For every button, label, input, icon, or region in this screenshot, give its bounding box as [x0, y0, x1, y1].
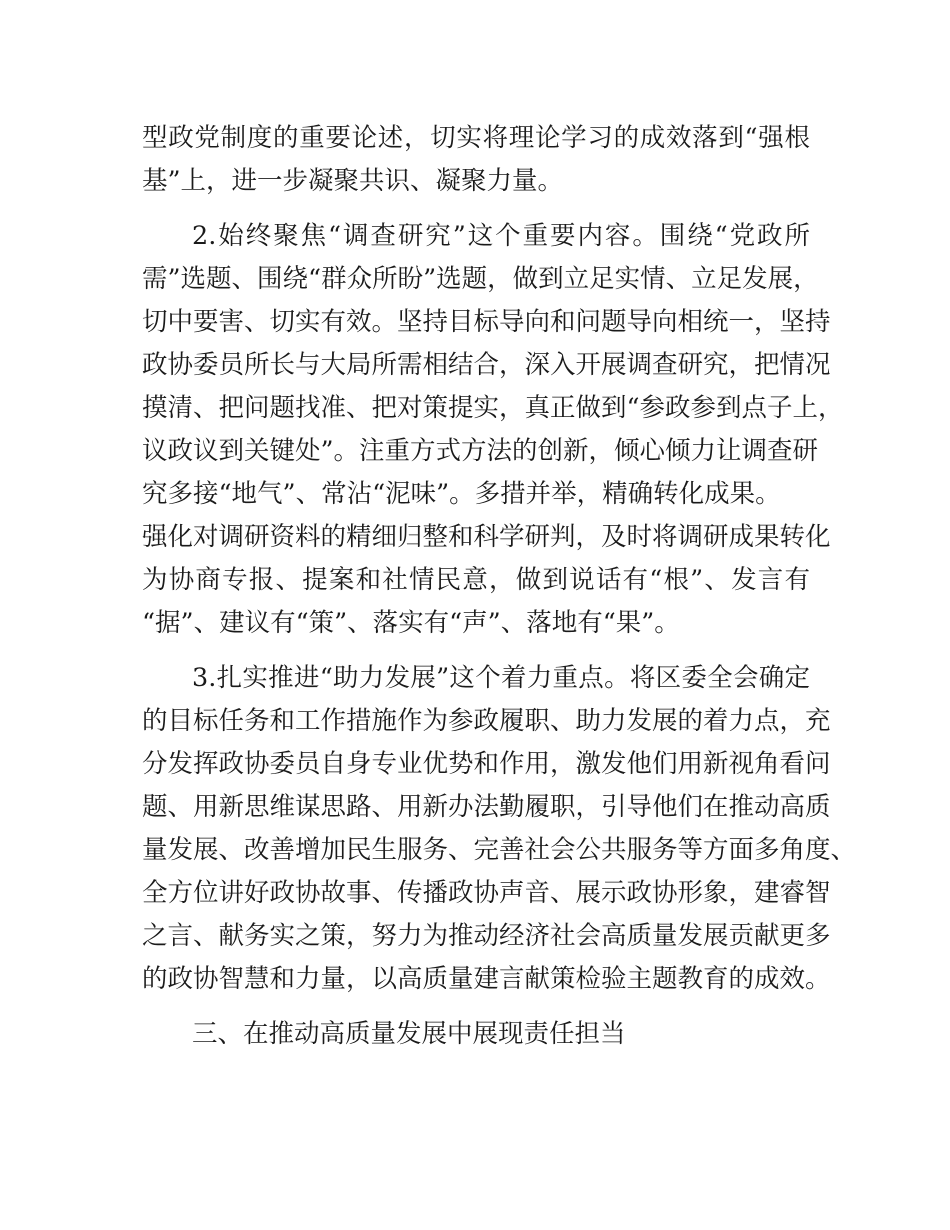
paragraph-3-line-4 [0, 785, 950, 829]
text-line: 量发展、改善增加民生服务、完善社会公共服务等方面多角度、 [142, 835, 857, 865]
text-line: 强化对调研资料的精细归整和科学研判，及时将调研成果转化 [142, 522, 831, 552]
paragraph-3-line-6 [0, 871, 950, 915]
paragraph-2-line-8 [0, 515, 950, 559]
text-line: 摸清、把问题找准、把对策提实，真正做到“参政参到点子上， [142, 393, 844, 423]
heading-text: 三、在推动高质量发展中展现责任担当 [192, 1019, 626, 1049]
text-line: 2.始终聚焦“调查研究”这个重要内容。围绕“党政所 [192, 221, 810, 251]
text-line: 的政协智慧和力量，以高质量建言献策检验主题教育的成效。 [142, 964, 831, 994]
paragraph-2-line-10 [0, 601, 950, 645]
paragraph-2-line-1 [0, 214, 950, 258]
text-line: 议政议到关键处”。注重方式方法的创新，倾心倾力让调查研 [142, 436, 819, 466]
text-line: 全方位讲好政协故事、传播政协声音、展示政协形象，建睿智 [142, 878, 831, 908]
text-line: 的目标任务和工作措施作为参政履职、助力发展的着力点，充 [142, 706, 831, 736]
text-line: 型政党制度的重要论述，切实将理论学习的成效落到“强根 [142, 123, 810, 153]
text-line: 为协商专报、提案和社情民意，做到说话有“根”、发言有 [142, 565, 810, 595]
text-line: 需”选题、围绕“群众所盼”选题，做到立足实情、立足发展， [142, 264, 819, 294]
paragraph-3-line-3 [0, 742, 950, 786]
text-line: “据”、建议有“策”、落实有“声”、落地有“果”。 [142, 608, 680, 638]
paragraph-2-line-7 [0, 472, 950, 516]
paragraph-2-line-4 [0, 343, 950, 387]
paragraph-3-line-2 [0, 699, 950, 743]
paragraph-3-line-7 [0, 914, 950, 958]
section-heading [0, 1012, 950, 1056]
paragraph-2-line-6 [0, 429, 950, 473]
text-line: 究多接“地气”、常沾“泥味”。多措并举，精确转化成果。 [142, 479, 781, 509]
paragraph-1-line-1 [0, 116, 950, 160]
paragraph-2-line-5 [0, 386, 950, 430]
paragraph-3-line-8 [0, 957, 950, 1001]
paragraph-2-line-2 [0, 257, 950, 301]
paragraph-2-line-9 [0, 558, 950, 602]
paragraph-1-line-2 [0, 159, 950, 203]
paragraph-2-line-3 [0, 300, 950, 344]
text-line: 分发挥政协委员自身专业优势和作用，激发他们用新视角看问 [142, 749, 831, 779]
text-line: 政协委员所长与大局所需相结合，深入开展调查研究，把情况 [142, 350, 831, 380]
text-line: 基”上，进一步凝聚共识、凝聚力量。 [142, 166, 564, 196]
text-line: 3.扎实推进“助力发展”这个着力重点。将区委全会确定 [192, 663, 810, 693]
text-line: 之言、献务实之策，努力为推动经济社会高质量发展贡献更多 [142, 921, 831, 951]
paragraph-3-line-1 [0, 656, 950, 700]
text-line: 切中要害、切实有效。坚持目标导向和问题导向相统一，坚持 [142, 307, 831, 337]
paragraph-3-line-5 [0, 828, 950, 872]
text-line: 题、用新思维谋思路、用新办法勤履职，引导他们在推动高质 [142, 792, 831, 822]
